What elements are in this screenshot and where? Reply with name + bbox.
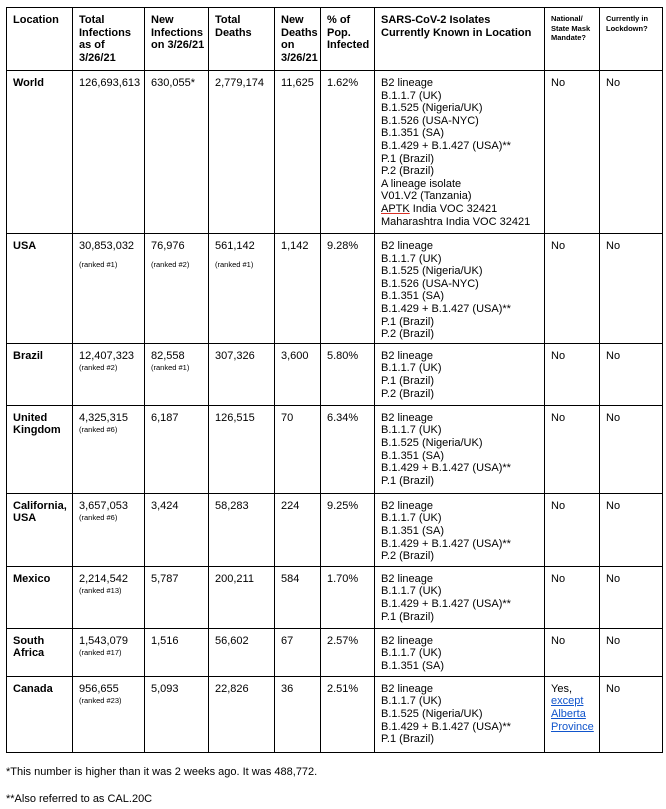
total-infections-value: 3,657,053 [79,499,128,512]
isolates-cell [375,343,545,405]
mask-mandate-value: No [551,634,566,647]
new-deaths-cell: 224 [275,493,321,566]
new-infections-cell [145,234,209,344]
isolate-item: B.1.351 (SA) [381,524,444,537]
table-row [7,71,663,234]
isolate-item: B.1.429 + B.1.427 (USA)** [381,597,511,610]
lockdown-cell: No [600,628,663,676]
total-infections-cell [73,628,145,676]
pct-infected-cell: 9.28% [321,234,375,344]
location-cell: United Kingdom [7,405,73,493]
location-cell: USA [7,234,73,344]
total-infections-cell [73,493,145,566]
total-infections-value: 956,655 [79,682,119,695]
total-infections-cell [73,566,145,628]
pct-infected-cell: 6.34% [321,405,375,493]
lockdown-cell: No [600,566,663,628]
isolate-item: B2 lineage [381,572,433,585]
isolate-item: B.1.525 (Nigeria/UK) [381,436,483,449]
new-infections-cell [145,493,209,566]
pct-infected-cell: 2.51% [321,676,375,752]
total-infections-rank: (ranked #6) [79,425,118,435]
isolate-item: B2 lineage [381,682,433,695]
isolates-cell [375,405,545,493]
isolate-item: B2 lineage [381,240,433,252]
header-total-deaths: Total Deaths [209,8,275,71]
new-infections-cell [145,405,209,493]
mask-mandate-value: No [551,572,566,585]
total-infections-cell [73,71,145,234]
table-row [7,405,663,493]
isolate-item: P.1 (Brazil) [381,474,434,487]
isolate-item: B.1.1.7 (UK) [381,647,442,660]
header-new-deaths: New Deaths on 3/26/21 [275,8,321,71]
header-mask-mandate: National/ State Mask Mandate? [545,8,600,71]
mask-mandate-value: Yes, [551,682,573,695]
location-cell: California, USA [7,493,73,566]
isolate-item: B.1.1.7 (UK) [381,362,442,375]
isolate-item: B.1.351 (SA) [381,290,444,303]
isolate-item: P.2 (Brazil) [381,550,434,563]
mask-mandate-cell [545,493,600,566]
header-new-infections: New Infections on 3/26/21 [145,8,209,71]
total-infections-cell [73,676,145,752]
table-row [7,676,663,752]
pct-infected-cell: 2.57% [321,628,375,676]
header-location: Location [7,8,73,71]
isolate-item: B.1.1.7 (UK) [381,512,442,525]
isolate-item: B.1.429 + B.1.427 (USA)** [381,462,511,475]
isolates-cell [375,493,545,566]
new-infections-cell [145,71,209,234]
total-infections-cell [73,343,145,405]
isolate-item: V01.V2 (Tanzania) [381,190,472,203]
location-cell: South Africa [7,628,73,676]
lockdown-cell: No [600,71,663,234]
isolate-item: A lineage isolate [381,177,462,190]
isolate-item: B.1.526 (USA-NYC) [381,114,479,127]
new-deaths-cell: 1,142 [275,234,321,344]
table-row [7,493,663,566]
table-row [7,566,663,628]
mask-mandate-cell [545,628,600,676]
isolate-item: P.2 (Brazil) [381,165,434,178]
total-deaths-cell [209,343,275,405]
new-infections-value: 5,093 [151,682,179,695]
pct-infected-cell: 1.62% [321,71,375,234]
total-deaths-cell [209,566,275,628]
isolates-cell [375,71,545,234]
isolate-item: B2 lineage [381,499,433,512]
total-deaths-value: 307,326 [215,349,255,362]
isolates-cell [375,628,545,676]
table-row [7,628,663,676]
total-infections-rank: (ranked #2) [79,363,118,373]
location-cell: World [7,71,73,234]
isolate-item [381,203,541,216]
isolate-item: P.1 (Brazil) [381,610,434,623]
isolate-item: P.2 (Brazil) [381,328,434,341]
table-row [7,343,663,405]
total-infections-value: 4,325,315 [79,411,128,424]
isolate-item: B.1.1.7 (UK) [381,424,442,437]
new-deaths-cell: 36 [275,676,321,752]
isolate-item: P.1 (Brazil) [381,315,434,328]
isolate-item: B2 lineage [381,634,433,647]
total-infections-value: 2,214,542 [79,572,128,585]
isolate-item: B.1.1.7 (UK) [381,89,442,102]
mask-mandate-value: No [551,240,566,252]
location-cell: Mexico [7,566,73,628]
isolate-item-rest: India VOC 32421 [409,202,498,215]
new-infections-value: 3,424 [151,499,179,512]
total-infections-rank: (ranked #17) [79,648,122,658]
total-infections-value: 126,693,613 [79,77,141,89]
new-infections-rank: (ranked #2) [151,259,190,269]
new-infections-cell [145,676,209,752]
new-deaths-cell: 584 [275,566,321,628]
total-infections-rank: (ranked #1) [79,259,118,269]
isolate-item: B.1.525 (Nigeria/UK) [381,265,483,278]
mask-mandate-cell [545,343,600,405]
total-deaths-cell [209,628,275,676]
location-cell: Canada [7,676,73,752]
footnote-1: *This number is higher than it was 2 weeks ago. It was 488,772. [6,766,318,778]
new-deaths-cell: 3,600 [275,343,321,405]
new-infections-cell [145,566,209,628]
new-infections-value: 82,558 [151,349,185,362]
total-infections-rank: (ranked #6) [79,513,118,523]
isolate-item: B.1.526 (USA-NYC) [381,277,479,290]
isolate-item: B.1.1.7 (UK) [381,695,442,708]
total-infections-value: 12,407,323 [79,349,135,362]
total-deaths-value: 2,779,174 [215,77,264,89]
isolate-item: B.1.429 + B.1.427 (USA)** [381,139,511,152]
isolate-item: B.1.429 + B.1.427 (USA)** [381,302,511,315]
total-infections-value: 1,543,079 [79,634,128,647]
isolate-item: B.1.429 + B.1.427 (USA)** [381,537,511,550]
covid-data-table [6,7,663,753]
new-infections-rank: (ranked #1) [151,363,190,373]
new-deaths-cell: 11,625 [275,71,321,234]
isolate-item: B.1.1.7 (UK) [381,585,442,598]
new-infections-value: 6,187 [151,411,179,424]
mask-mandate-value: No [551,77,566,89]
total-deaths-value: 200,211 [215,572,254,585]
pct-infected-cell: 5.80% [321,343,375,405]
new-deaths-cell: 70 [275,405,321,493]
total-infections-rank: (ranked #13) [79,586,122,596]
pct-infected-cell: 1.70% [321,566,375,628]
isolates-cell [375,676,545,752]
total-deaths-value: 561,142 [215,240,255,252]
header-isolates: SARS-CoV-2 Isolates Currently Known in Location [375,8,545,71]
alberta-exception-link[interactable]: except Alberta Province [551,695,594,733]
total-deaths-cell [209,676,275,752]
lockdown-cell: No [600,676,663,752]
isolate-item: P.1 (Brazil) [381,374,434,387]
mask-mandate-value: No [551,349,566,362]
lockdown-cell: No [600,343,663,405]
total-infections-rank: (ranked #23) [79,696,122,706]
lockdown-cell: No [600,493,663,566]
total-deaths-cell [209,234,275,344]
new-infections-value: 630,055* [151,77,196,89]
new-infections-cell [145,343,209,405]
isolate-item: B2 lineage [381,77,433,89]
isolate-item: B2 lineage [381,349,433,362]
mask-mandate-cell [545,234,600,344]
table-body [7,71,663,753]
mask-mandate-cell [545,71,600,234]
footnote-2: **Also referred to as CAL.20C [6,793,153,805]
isolate-item: B.1.525 (Nigeria/UK) [381,707,483,720]
total-deaths-value: 56,602 [215,634,249,647]
new-infections-value: 5,787 [151,572,179,585]
header-pct-infected: % of Pop. Infected [321,8,375,71]
header-lockdown: Currently in Lockdown? [600,8,663,71]
mask-mandate-value: No [551,411,566,424]
total-deaths-cell [209,405,275,493]
isolate-item: P.1 (Brazil) [381,733,434,746]
mask-mandate-cell [545,566,600,628]
table-row [7,234,663,344]
isolate-item: B.1.351 (SA) [381,449,444,462]
isolate-item: B.1.1.7 (UK) [381,252,442,265]
isolates-cell [375,566,545,628]
lockdown-cell: No [600,405,663,493]
isolate-item: B.1.525 (Nigeria/UK) [381,102,483,115]
total-infections-value: 30,853,032 [79,240,135,252]
new-infections-value: 76,976 [151,240,185,252]
total-deaths-value: 126,515 [215,411,255,424]
total-deaths-cell [209,493,275,566]
spellcheck-word: APTK [381,202,410,215]
total-deaths-rank: (ranked #1) [215,259,254,269]
isolate-item: B.1.351 (SA) [381,127,444,140]
new-infections-value: 1,516 [151,634,179,647]
header-row [7,8,663,71]
lockdown-cell: No [600,234,663,344]
location-cell: Brazil [7,343,73,405]
new-deaths-cell: 67 [275,628,321,676]
isolate-item: P.2 (Brazil) [381,387,434,400]
total-deaths-value: 22,826 [215,682,249,695]
new-infections-cell [145,628,209,676]
isolate-item: P.1 (Brazil) [381,152,434,165]
isolates-cell [375,234,545,344]
mask-mandate-cell [545,676,600,752]
mask-mandate-cell [545,405,600,493]
isolate-item: B.1.429 + B.1.427 (USA)** [381,720,511,733]
isolate-item: B2 lineage [381,411,433,424]
header-total-infections: Total Infections as of 3/26/21 [73,8,145,71]
mask-mandate-value: No [551,499,566,512]
total-deaths-value: 58,283 [215,499,249,512]
pct-infected-cell: 9.25% [321,493,375,566]
isolate-item: Maharashtra India VOC 32421 [381,215,531,228]
isolate-item: B.1.351 (SA) [381,659,444,672]
total-infections-cell [73,405,145,493]
total-infections-cell [73,234,145,344]
total-deaths-cell [209,71,275,234]
